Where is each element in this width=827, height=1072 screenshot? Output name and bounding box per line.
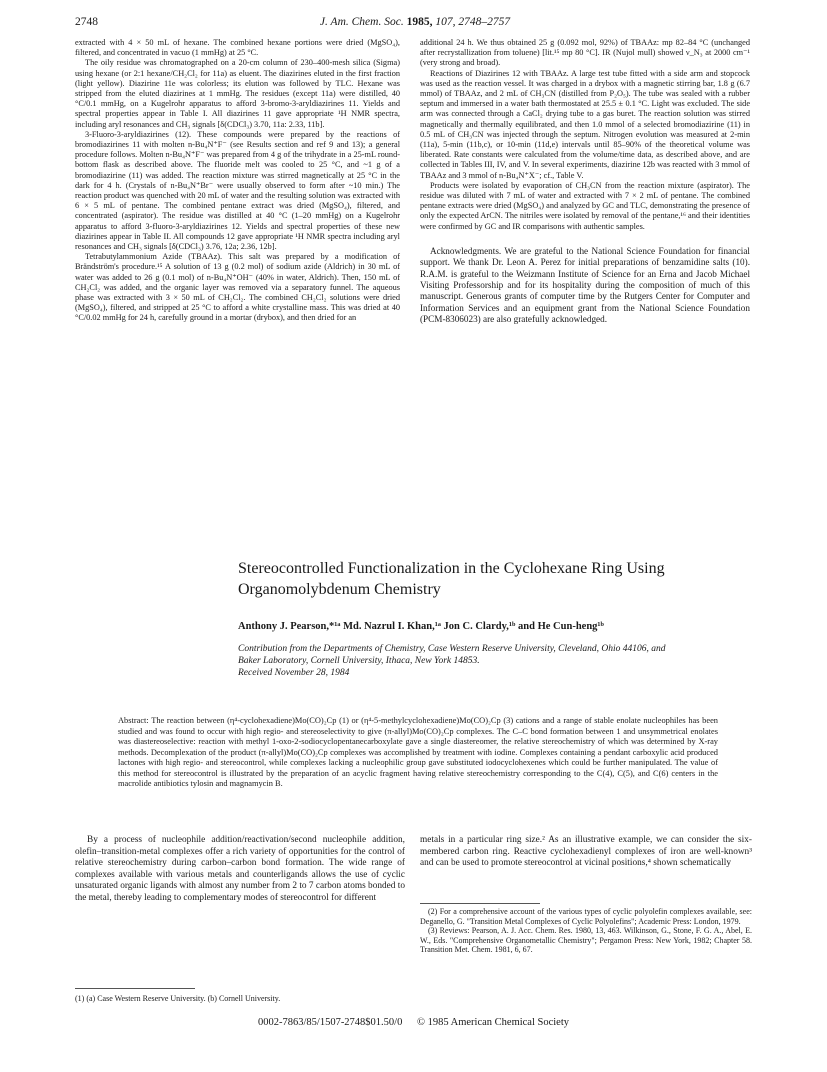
page-footer <box>0 1017 827 1028</box>
abstract: Abstract: The reaction between (η⁴-cyclohexadiene)Mo(CO)₂Cp (1) or (η⁴-5-methylcyclohexadiene)Mo(CO)₂Cp (3) cations and a range of stable enolate nucleophiles has been studied and was found to occur with high regio- and stereoselectivity to give (π-allyl)Mo(CO)₂Cp complexes. The C–C bond formation between 1 and unsymmetrical enolates was diastereoselective: reaction with methyl 1-oxo-2-sodiocyclopentanecarboxylate gave a single diastereomer, the relative stereochemistry of which was determined by X-ray methods. Decomplexation of the product (π-allyl)Mo(CO)₂Cp complexes was accomplished by treatment with iodine. Complexes containing a pendant carboxylic acid produced lactones with high regio- and stereocontrol, while complexes lacking a nucleophilic group gave substituted iodocyclohexenes which could be further manipulated. The value of this method for stereocontrol is illustrated by the preparation of an acyclic fragment having relative stereochemistry corresponding to the C(4), C(5), and C(6) centers in the macrolide antibiotics tylosin and magnamycin B. <box>118 716 718 788</box>
paragraph: extracted with 4 × 50 mL of hexane. The combined hexane portions were dried (MgSO₄), filtered, and concentrated in vacuo (1 mmHg) at 25 °C. <box>75 38 400 58</box>
left-column <box>75 38 400 324</box>
article-authors: Anthony J. Pearson,*¹ᵃ Md. Nazrul I. Khan,¹ᵃ Jon C. Clardy,¹ᵇ and He Cun-heng¹ᵇ <box>238 621 604 632</box>
article-code: 0002-7863/85/1507-2748$01.50/0 <box>257 1017 403 1028</box>
paragraph: additional 24 h. We thus obtained 25 g (0.092 mol, 92%) of TBAAz: mp 82–84 °C (unchanged after recrystallization from toluene) [lit.¹⁵ mp 80 °C]. IR (Nujol mull) showed ν_N₃ at 2000 cm⁻¹ (very strong and broad). <box>420 38 750 68</box>
paragraph: The oily residue was chromatographed on a 20-cm column of 230–400-mesh silica (Sigma) using hexane (or 2:1 hexane/CH₂Cl₂ for 11a) as eluent. The diazirines eluted in the first fraction (light yellow). Diazirine 11e was colorless; its elution was followed by TLC. Hexane was stripped from the eluted diazirines at 1 mmHg. The residues (except 11a) were distilled, 40 °C/0.1 mmHg, on a Kugelrohr apparatus to afford 3-bromo-3-aryldiazirines 11. Yields and spectral properties appear in Table I. All diazirines 11 gave appropriate ¹H NMR spectra, including aryl resonances and CH₃ signals [δ(CDCl₃) 3.70, 11a: 2.33, 11b]. <box>75 58 400 129</box>
paragraph: Reactions of Diazirines 12 with TBAAz. A large test tube fitted with a side arm and stopcock was used as the reaction vessel. It was charged in a drybox with a magnetic stirring bar, 1.8 g (6.7 mmol) of TBAAz, and 2 mL of CH₃CN (distilled from P₂O₅). The tube was sealed with a rubber septum and immersed in a water bath thermostated at 25.5 ± 0.1 °C. Light was excluded. The side arm was connected through a CaCl₂ drying tube to a gas buret. The reaction solution was stirred magnetically and thermally equilibrated, and then 1.0 mmol of a selected bromodiazirine (11) in 0.5 mL of CH₃CN was injected through the septum. Nitrogen evolution was measured at 2-min (11a), 5-min (11b,c), or 10-min (11d,e) intervals until 85–90% of the theoretical volume was liberated. Rate constants were calculated from the volume/time data, as described above, and are collected in Tables III, IV, and V. In several experiments, diazirine 12b was reacted with 3 mmol of TBAAz and 3 mmol of n-Bu₄N⁺X⁻; cf., Table V. <box>420 68 750 180</box>
footnote-rule-right <box>420 903 540 904</box>
acknowledgments: Acknowledgments. We are grateful to the National Science Foundation for financial support. We thank Dr. Leon A. Perez for initial preparations of benzamidine salts (10). R.A.M. is grateful to the Weizmann Institute of Science for an Erna and Jacob Michael Visiting Professorship and for its hospitality during the composition of much of this manuscript. Generous grants of computer time by the Rutgers Center for Computer and Information Services and an equipment grant from the National Science Foundation (PCM-8306023) are also gratefully acknowledged. <box>420 245 750 325</box>
intro-right: metals in a particular ring size.² As an illustrative example, we can consider the six-membered carbon ring. Reactive cyclohexadienyl complexes of iron are well-known³ and can be used to promote stereocontrol at vicinal positions,⁴ shown schematically <box>420 835 752 869</box>
paragraph: Tetrabutylammonium Azide (TBAAz). This salt was prepared by a modification of Brändström's procedure.¹⁵ A solution of 13 g (0.2 mol) of sodium azide (Aldrich) in 30 mL of water was added to 26 g (0.1 mol) of n-Bu₄N⁺OH⁻ (40% in water, Aldrich). Then, 150 mL of CH₂Cl₂ was added, and the organic layer was removed via a separatory funnel. The aqueous phase was extracted with 3 × 50 mL of CH₂Cl₂. The combined CH₂Cl₂ solutions were dried (MgSO₄), filtered, and stripped at 25 °C to afford a white crystalline mass. This was dried at 40 °C/0.02 mmHg for 24 h, carefully ground in a mortar (drybox), and then dried for an <box>75 252 400 323</box>
paragraph: 3-Fluoro-3-aryldiazirines (12). These compounds were prepared by the reactions of bromodiazirines 11 with molten n-Bu₄N⁺F⁻ (see Results section and ref 9 and 13); a general procedure follows. Molten n-Bu₄N⁺F⁻ was prepared from 4 g of the trihydrate in a 25-mL round-bottom flask as described above. The fluoride melt was cooled to 25 °C, and ~1 g of a bromodiazirine (11) was added. The reaction mixture was stirred magnetically at 25 °C in the dark for 4 h. (Crystals of n-Bu₄N⁺Br⁻ were usually observed to form after ~10 min.) The reaction product was quenched with 20 mL of water and the resulting solution was extracted with 6 × 5 mL of pentane. The combined pentane extract was dried (MgSO₄), filtered, and concentrated (aspirator). The residue was distilled at 40 °C (1–20 mmHg) on a Kugelrohr apparatus to afford 3-fluoro-3-aryldiazirines 12. Yields and spectral properties of these new diazirines appear in Table II. All compounds 12 gave appropriate ¹H NMR spectra including aryl resonances and CH₃ signals [δ(CDCl₃) 3.76, 12a; 2.36, 12b]. <box>75 129 400 252</box>
intro-left-text: By a process of nucleophile addition/reactivation/second nucleophile addition, olefin–transition-metal complexes offer a rich variety of opportunities for the control of relative stereochemistry during carbon–carbon bond formation. The wide range of complexes available with various metals and counterligands allows the use of cyclic unsaturated organic ligands with almost any number from 2 to 7 carbon atoms bonded to the metal, thereby leading to complementary modes of stereocontrol for different <box>75 835 405 903</box>
intro-left <box>75 835 405 905</box>
article-affiliation <box>238 643 678 679</box>
footnotes-right <box>420 907 752 955</box>
journal-year: 1985, <box>406 16 433 28</box>
running-header <box>75 16 755 32</box>
received-date: Received November 28, 1984 <box>238 668 350 678</box>
journal-name: J. Am. Chem. Soc. <box>319 16 404 28</box>
article-title: Stereocontrolled Functionalization in the Cyclohexane Ring Using Organomolybdenum Chemistry <box>238 560 665 598</box>
journal-volume-pages: 107, 2748–2757 <box>435 16 511 28</box>
footnote-rule-left <box>75 988 195 989</box>
affiliation-text: Contribution from the Departments of Chemistry, Case Western Reserve University, Cleveland, Ohio 44106, and Baker Laboratory, Cornell University, Ithaca, New York 14853. <box>238 644 666 666</box>
copyright: © 1985 American Chemical Society <box>416 1017 570 1028</box>
footnote-3: (3) Reviews: Pearson, A. J. Acc. Chem. Res. 1980, 13, 463. Wilkinson, G., Stone, F. G. A., Abel, E. W., Eds. "Comprehensive Organometallic Chemistry"; Pergamon Press: New York, 1982; Chapter 58. Transition Met. Chem. 1981, 6, 67. <box>420 926 752 955</box>
journal-citation <box>75 16 755 28</box>
paragraph: Products were isolated by evaporation of CH₃CN from the reaction mixture (aspirator). The residue was diluted with 7 mL of water and extracted with 7 × 2 mL of pentane. The combined pentane extracts were dried (MgSO₄) and analyzed by GC and TLC, demonstrating the presence of only the expected ArCN. The nitriles were isolated by removal of the pentane,¹⁶ and their identities were confirmed by GC and IR comparisons with authentic samples. <box>420 180 750 231</box>
page-number: 2748 <box>75 16 98 28</box>
footnote-1: (1) (a) Case Western Reserve University. (b) Cornell University. <box>75 994 281 1003</box>
footnote-2: (2) For a comprehensive account of the various types of cyclic polyolefin complexes available, see: Deganello, G. "Transition Metal Complexes of Cyclic Polyolefins"; Academic Press: London, 1979. <box>420 907 752 926</box>
right-column <box>420 38 750 326</box>
